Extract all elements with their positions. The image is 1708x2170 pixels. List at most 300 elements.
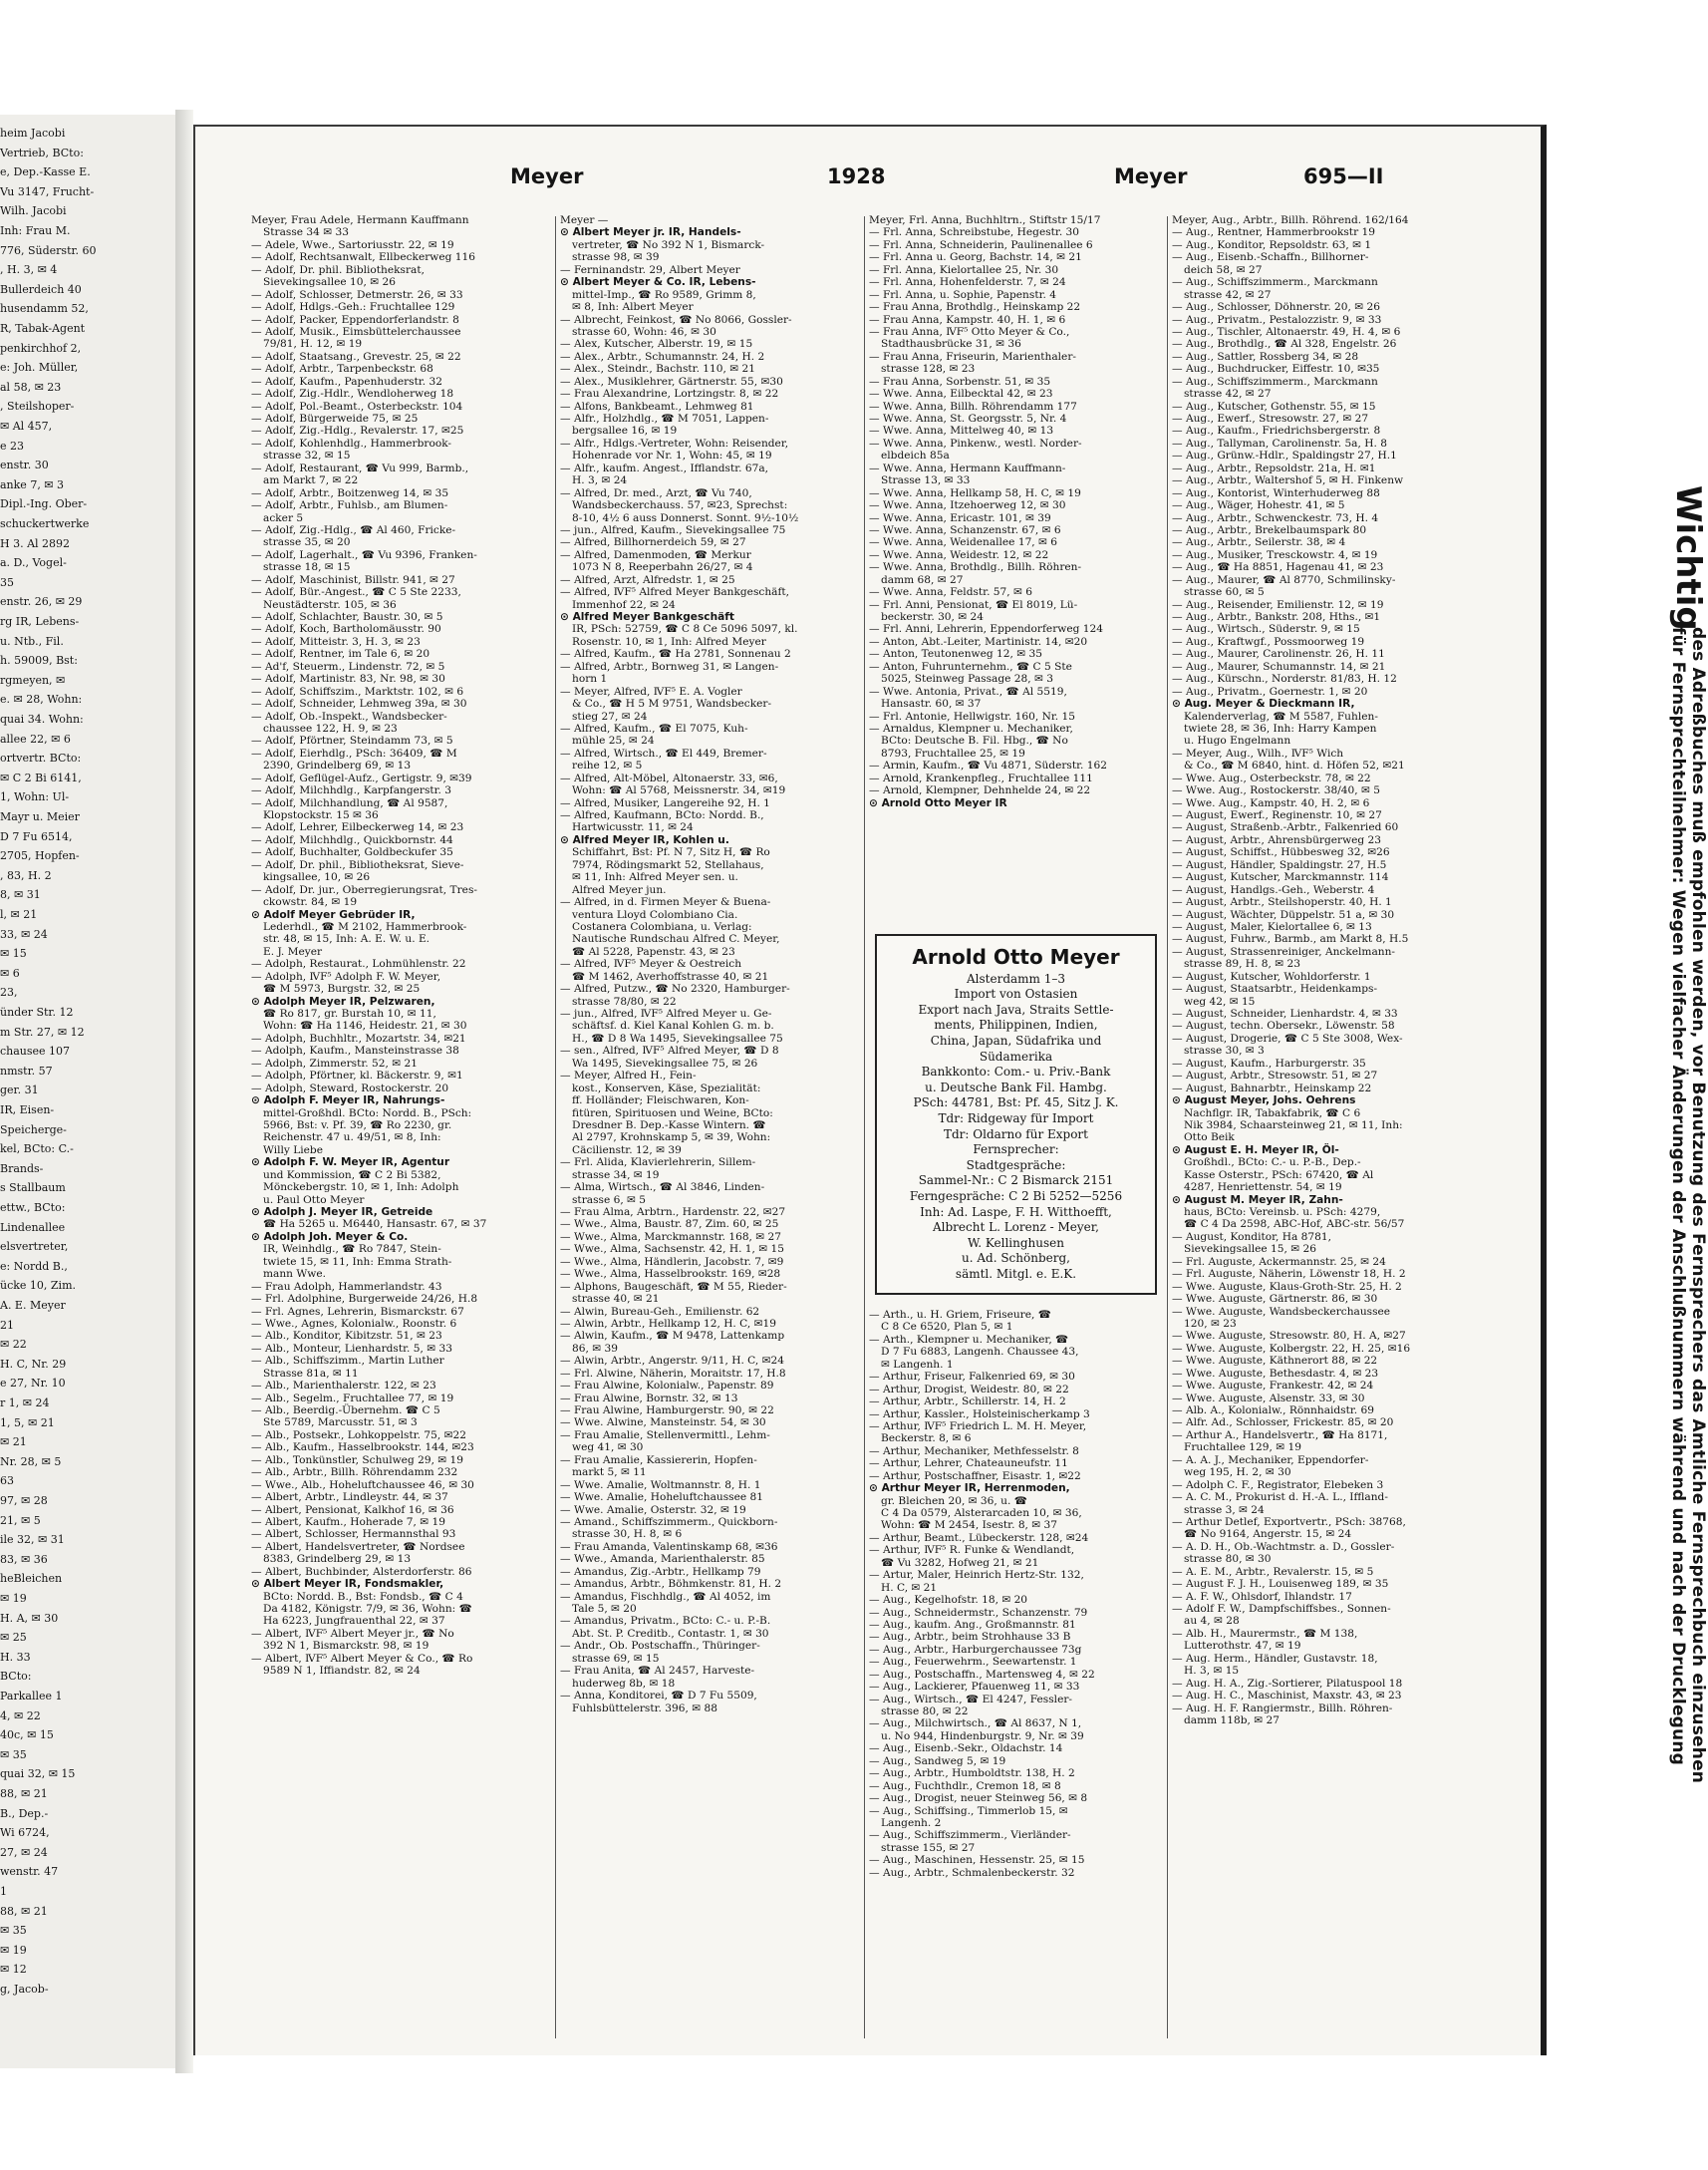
directory-entry-line: strasse 78/80, ✉ 22	[572, 995, 677, 1008]
directory-entry-line: — Wwe. Auguste, Kolbergstr. 22, H. 25, ✉16	[1172, 1342, 1411, 1355]
directory-entry-line: 4287, Henriettenstr. 54, ✉ 19	[1184, 1181, 1342, 1194]
directory-entry-line: H., ☎ D 8 Wa 1495, Sievekingsallee 75	[572, 1032, 783, 1045]
directory-entry-line: — Wwe. Anna, Mittelweg 40, ✉ 13	[869, 425, 1054, 438]
directory-entry-line: — Frau Alexandrine, Lortzingstr. 8, ✉ 22	[560, 388, 779, 401]
directory-entry-line: — Aug. H. F. Rangiermstr., Billh. Röhren-	[1172, 1702, 1393, 1714]
directory-entry-line: au 4, ✉ 28	[1184, 1615, 1240, 1628]
directory-entry-line: Alfred Meyer jun.	[572, 883, 667, 896]
directory-entry-line: Ste 5789, Marcusstr. 51, ✉ 3	[263, 1416, 418, 1429]
directory-entry-line: — Aug., Kaufm., Friedrichsbergerstr. 8	[1172, 425, 1381, 438]
directory-entry-line: Meyer, Frl. Anna, Buchhltrn., Stiftstr 15/17	[869, 214, 1101, 226]
directory-entry-line: — Alb. A., Kolonialw., Rönnhaidstr. 69	[1172, 1404, 1374, 1416]
directory-entry-line: — Frau Amalie, Stellenvermittl., Lehm-	[560, 1428, 770, 1441]
directory-entry-line: ⊙ August Meyer, Johs. Oehrens	[1172, 1094, 1356, 1107]
previous-page-line: l, ✉ 21	[0, 908, 38, 921]
directory-entry-line: — Adolf, Schneider, Lehmweg 39a, ✉ 30	[251, 698, 467, 711]
directory-entry-line: ckowstr. 84, ✉ 19	[263, 896, 358, 909]
previous-page-line: 63	[0, 1474, 14, 1488]
directory-entry-line: — Wwe. Anna, Schanzenstr. 67, ✉ 6	[869, 523, 1061, 536]
directory-entry-line: — Aug., Kontorist, Winterhuderweg 88	[1172, 486, 1380, 499]
directory-entry-line: — Alfred, in d. Firmen Meyer & Buena-	[560, 896, 771, 909]
directory-entry-line: — Adolf, Geflügel-Aufz., Gertigstr. 9, ✉39	[251, 772, 472, 784]
advertisement-line: Tdr: Oldarno für Export	[943, 1126, 1088, 1141]
directory-entry-line: — Adolf, Dr. phil. Bibliotheksrat,	[251, 263, 425, 276]
directory-entry-line: — A. E. M., Arbtr., Revalerstr. 15, ✉ 5	[1172, 1565, 1374, 1578]
directory-entry-line: — Alwin, Arbtr., Angerstr. 9/11, H. C, ✉24	[560, 1355, 785, 1368]
directory-entry-line: — Aug., Reisender, Emilienstr. 12, ✉ 19	[1172, 598, 1384, 611]
advertisement-line: Stadtgespräche:	[966, 1157, 1066, 1172]
directory-entry-line: Nik 3984, Schaarsteinweg 21, ✉ 11, Inh:	[1184, 1118, 1403, 1131]
directory-entry-line: — Wwe. Anna, Hellkamp 58, H. C, ✉ 19	[869, 486, 1081, 499]
directory-entry-line: — Arthur, Postschaffner, Eisastr. 1, ✉22	[869, 1469, 1081, 1482]
directory-entry-line: strasse 35, ✉ 20	[263, 536, 351, 549]
directory-entry-line: Meyer —	[560, 214, 609, 226]
directory-entry-line: — Alwin, Bureau-Geh., Emilienstr. 62	[560, 1305, 760, 1318]
directory-entry-line: — Adolf, Arbtr., Fuhlsb., am Blumen-	[251, 499, 448, 512]
directory-entry-line: — Aug., Lackierer, Pfauenweg 11, ✉ 33	[869, 1681, 1080, 1694]
directory-entry-line: ☎ Ha 5265 u. M6440, Hansastr. 67, ✉ 37	[263, 1218, 487, 1231]
previous-page-line: u. Ntb., Fil.	[0, 634, 64, 648]
directory-entry-line: ⊙ Adolph F. W. Meyer IR, Agentur	[251, 1156, 450, 1169]
directory-entry-line: strasse 42, ✉ 27	[1184, 288, 1272, 301]
directory-entry-line: IR, Weinhdlg., ☎ Ro 7847, Stein-	[263, 1243, 441, 1256]
previous-page-line: e: Nordd B.,	[0, 1259, 68, 1273]
directory-entry-line: — August, Staatsarbtr., Heidenkamps-	[1172, 983, 1378, 996]
directory-entry-line: — Aug., Rentner, Hammerbrookstr 19	[1172, 226, 1375, 239]
directory-entry-line: — Frl. Anna, Kielortallee 25, Nr. 30	[869, 263, 1059, 276]
directory-entry-line: Hansastr. 60, ✉ 37	[881, 698, 982, 711]
directory-entry-line: Fuhlsbüttelerstr. 396, ✉ 88	[572, 1702, 717, 1714]
directory-entry-line: — Frau Alwine, Bornstr. 32, ✉ 13	[560, 1392, 738, 1404]
previous-page-line: , Steilshoper-	[0, 400, 75, 414]
directory-entry-line: — Aug., Eisenb.-Schaffn., Billhorner-	[1172, 251, 1369, 264]
directory-entry-line: ⊙ Adolph Joh. Meyer & Co.	[251, 1230, 409, 1243]
directory-entry-line: — Alfred, ⅣF⁵ Alfred Meyer Bankgeschäft,	[560, 586, 790, 599]
column-rule	[1167, 216, 1168, 2038]
directory-entry-line: huderweg 8b, ✉ 18	[572, 1677, 676, 1690]
directory-entry-line: Wohn: ☎ Ha 1146, Heidestr. 21, ✉ 30	[263, 1020, 467, 1033]
directory-entry-line: — jun., Alfred, ⅣF⁵ Alfred Meyer u. Ge-	[560, 1008, 772, 1020]
directory-entry-line: — Wwe. Anna, Pinkenw., westl. Norder-	[869, 437, 1082, 450]
previous-page-line: Bullerdeich 40	[0, 282, 82, 296]
directory-entry-line: — Adolf, Musik., Eimsbüttelerchaussee	[251, 325, 461, 338]
directory-entry-line: — Alwin, Arbtr., Hellkamp 12, H. C, ✉19	[560, 1317, 776, 1330]
directory-entry-line: — August, Konditor, Ha 8781,	[1172, 1230, 1331, 1243]
directory-entry-line: ✉ 8, Inh: Albert Meyer	[572, 301, 694, 314]
directory-entry-line: acker 5	[263, 511, 304, 524]
directory-entry-line: — Arthur, Kassler., Holsteinischerkamp 3	[869, 1407, 1090, 1420]
directory-entry-line: — Frau Anna, Brothdlg., Heinskamp 22	[869, 301, 1081, 314]
directory-entry-line: damm 68, ✉ 27	[881, 573, 964, 586]
directory-entry-line: 79/81, H. 12, ✉ 19	[263, 338, 363, 351]
directory-entry-line: — Alfred, Billhornerdeich 59, ✉ 27	[560, 536, 746, 549]
directory-entry-line: — Alex., Musiklehrer, Gärtnerstr. 55, ✉30	[560, 375, 783, 388]
directory-entry-line: Hohenrade vor Nr. 1, Wohn: 45, ✉ 19	[572, 450, 772, 463]
directory-entry-line: — Aug., Schiffszimmerm., Marckmann	[1172, 375, 1378, 388]
directory-entry-line: gr. Bleichen 20, ✉ 36, u. ☎	[881, 1494, 1027, 1507]
previous-page-line: , H. 3, ✉ 4	[0, 263, 58, 277]
directory-entry-line: — Alex., Steindr., Bachstr. 110, ✉ 21	[560, 363, 755, 376]
previous-page-line: ✉ 19	[0, 1943, 27, 1957]
directory-entry-line: str. 48, ✉ 15, Inh: A. E. W. u. E.	[263, 933, 430, 946]
directory-entry-line: — Albrecht, Feinkost, ☎ No 8066, Gossler-	[560, 313, 792, 326]
directory-entry-line: — August, Maler, Kielortallee 6, ✉ 13	[1172, 920, 1372, 933]
directory-entry-line: — Arnaldus, Klempner u. Mechaniker,	[869, 722, 1073, 735]
directory-entry-line: — Albert, Kaufm., Hoherade 7, ✉ 19	[251, 1515, 445, 1528]
directory-entry-line: — Anton, Abt.-Leiter, Martinistr. 14, ✉20	[869, 635, 1088, 648]
directory-entry-line: — August, Wächter, Düppelstr. 51 a, ✉ 30	[1172, 908, 1395, 921]
directory-entry-line: vertreter, ☎ No 392 N 1, Bismarck-	[572, 238, 765, 251]
directory-entry-line: — Arthur, Drogist, Weidestr. 80, ✉ 22	[869, 1383, 1069, 1395]
directory-entry-line: BCto: Nordd. B., Bst: Fondsb., ☎ C 4	[263, 1590, 463, 1603]
previous-page-line: 8, ✉ 31	[0, 888, 41, 902]
directory-entry-line: — Alb., Postsekr., Lohkoppelstr. 75, ✉22	[251, 1428, 466, 1441]
directory-entry-line: — August, Kaufm., Harburgerstr. 35	[1172, 1057, 1366, 1070]
directory-entry-line: — Frl. Auguste, Ackermannstr. 25, ✉ 24	[1172, 1255, 1386, 1268]
directory-entry-line: Reichenstr. 47 u. 49/51, ✉ 8, Inh:	[263, 1131, 441, 1144]
directory-entry-line: ☎ Vu 3282, Hofweg 21, ✉ 21	[881, 1556, 1039, 1569]
directory-entry-line: ⊙ Albert Meyer jr. IR, Handels-	[560, 226, 741, 239]
directory-entry-line: — Adolf, Milchhdlg., Karpfangerstr. 3	[251, 784, 452, 797]
previous-page-line: enstr. 26, ✉ 29	[0, 595, 83, 609]
directory-entry-line: — Adolf, Pförtner, Steindamm 73, ✉ 5	[251, 735, 453, 748]
directory-entry-line: am Markt 7, ✉ 22	[263, 474, 359, 487]
directory-entry-line: — Wwe. Anna, Eilbecktal 42, ✉ 23	[869, 388, 1053, 401]
directory-entry-line: — Aug., Brothdlg., ☎ Al 328, Engelstr. 26	[1172, 338, 1397, 351]
advertisement-line: PSch: 44781, Bst: Pf. 45, Sitz J. K.	[913, 1095, 1119, 1110]
directory-entry-line: Kasse Osterstr., PSch: 67420, ☎ Al	[1184, 1168, 1374, 1181]
directory-entry-line: 7974, Rödingsmarkt 52, Stellahaus,	[572, 858, 764, 871]
column-4	[869, 1309, 1166, 2036]
directory-entry-line: — sen., Alfred, ⅣF⁵ Alfred Meyer, ☎ D 8	[560, 1045, 779, 1058]
directory-entry-line: — Aug., Privatm., Goernestr. 1, ✉ 20	[1172, 685, 1368, 698]
directory-entry-line: — Adolf, Lehrer, Eilbeckerweg 14, ✉ 23	[251, 821, 464, 834]
directory-entry-line: — Frl. Alwine, Näherin, Moraitstr. 17, H.8	[560, 1367, 786, 1380]
directory-entry-line: 8-10, 4½ 6 auss Donnerst. Sonnt. 9½-10½	[572, 511, 799, 524]
directory-entry-line: — Wwe. Anna, St. Georgsstr. 5, Nr. 4	[869, 413, 1067, 425]
directory-page	[193, 125, 1708, 2055]
directory-entry-line: — Adolf, Koch, Bartholomäusstr. 90	[251, 623, 441, 636]
directory-entry-line: — Wwe. Antonia, Privat., ☎ Al 5519,	[869, 685, 1067, 698]
previous-page-line: ✉ Al 457,	[0, 420, 53, 433]
directory-entry-line: mittel-Imp., ☎ Ro 9589, Grimm 8,	[572, 288, 756, 301]
directory-entry-line: — August, Strassenreiniger, Anckelmann-	[1172, 945, 1396, 958]
directory-entry-line: ff. Holländer; Fleischwaren, Kon-	[572, 1094, 749, 1107]
directory-entry-line: — Alb., Marienthalerstr. 122, ✉ 23	[251, 1380, 436, 1393]
directory-entry-line: mittel-Großhdl. BCto: Nordd. B., PSch:	[263, 1106, 472, 1119]
directory-entry-line: — Wwe. Auguste, Alsenstr. 33, ✉ 30	[1172, 1392, 1365, 1404]
advertisement-box	[875, 934, 1157, 1295]
directory-entry-line: Großhdl., BCto: C.- u. P.-B., Dep.-	[1184, 1156, 1361, 1169]
previous-page-line: penkirchhof 2,	[0, 341, 82, 355]
directory-entry-line: — Adolf, Kohlenhdlg., Hammerbrook-	[251, 437, 452, 450]
directory-entry-line: ☎ Al 5228, Papenstr. 43, ✉ 23	[572, 945, 735, 958]
advertisement-line: Tdr: Ridgeway für Import	[938, 1110, 1094, 1125]
directory-entry-line: — August, Ewerf., Reginenstr. 10, ✉ 27	[1172, 809, 1382, 821]
directory-entry-line: — August, Bahnarbtr., Heinskamp 22	[1172, 1082, 1372, 1094]
directory-entry-line: Hartwicusstr. 11, ✉ 24	[572, 821, 694, 834]
directory-entry-line: beckerstr. 30, ✉ 24	[881, 611, 985, 623]
directory-entry-line: — August, Drogerie, ☎ C 5 Ste 3008, Wex-	[1172, 1032, 1403, 1045]
directory-entry-line: — Aug., Grünw.-Hdlr., Spaldingstr 27, H.1	[1172, 450, 1397, 463]
directory-entry-line: ☎ M 5973, Burgstr. 32, ✉ 25	[263, 983, 421, 996]
directory-entry-line: — Aug., ☎ Ha 8851, Hagenau 41, ✉ 23	[1172, 561, 1384, 574]
directory-entry-line: — Wwe., Alma, Hasselbrookstr. 169, ✉28	[560, 1268, 781, 1281]
directory-entry-line: strasse 30, H. 8, ✉ 6	[572, 1528, 683, 1541]
directory-entry-line: — Aug., Arbtr., Brekelbaumspark 80	[1172, 523, 1367, 536]
advertisement-line: ments, Philippinen, Indien,	[934, 1018, 1098, 1033]
directory-entry-line: — Anton, Fuhrunternehm., ☎ C 5 Ste	[869, 660, 1072, 673]
directory-entry-line: — Arnold, Krankenpfleg., Fruchtallee 111	[869, 772, 1093, 784]
directory-entry-line: strasse 80, ✉ 30	[1184, 1553, 1272, 1566]
advertisement-title: Arnold Otto Meyer	[912, 945, 1120, 969]
directory-entry-line: — Aug., Arbtr., beim Strohhause 33 B	[869, 1631, 1071, 1644]
directory-entry-line: ☎ C 4 Da 2598, ABC-Hof, ABC-str. 56/57	[1184, 1218, 1405, 1231]
directory-entry-line: — Alex., Arbtr., Schumannstr. 24, H. 2	[560, 350, 765, 363]
directory-entry-line: — Amand., Schiffszimmerm., Quickborn-	[560, 1515, 778, 1528]
directory-entry-line: ☎ No 9164, Angerstr. 15, ✉ 24	[1184, 1528, 1352, 1541]
directory-entry-line: — Frl. Anni, Pensionat, ☎ El 8019, Lü-	[869, 598, 1078, 611]
directory-entry-line: — Adolf, Restaurant, ☎ Vu 999, Barmb.,	[251, 462, 469, 474]
previous-page-line: 21	[0, 1318, 14, 1332]
directory-entry-line: stieg 27, ✉ 24	[572, 710, 648, 723]
directory-entry-line: — Alb., Beerdig.-Übernehm. ☎ C 5	[251, 1404, 440, 1416]
directory-entry-line: — Alfred, Kaufm., ☎ El 7075, Kuh-	[560, 722, 748, 735]
directory-entry-line: — Frau Adolph, Hammerlandstr. 43	[251, 1280, 442, 1293]
directory-entry-line: — Aug., Milchwirtsch., ☎ Al 8637, N 1,	[869, 1717, 1082, 1730]
directory-entry-line: — Aug., Arbtr., Schmalenbeckerstr. 32	[869, 1866, 1075, 1879]
directory-entry-line: strasse 98, ✉ 39	[572, 251, 660, 264]
directory-entry-line: — Adolph, Pförtner, kl. Bäckerstr. 9, ✉1	[251, 1070, 463, 1083]
directory-entry-line: — Arthur A., Handelsvertr., ☎ Ha 8171,	[1172, 1428, 1388, 1441]
directory-entry-line: 8383, Grindelberg 29, ✉ 13	[263, 1553, 412, 1566]
directory-entry-line: ⊙ Albert Meyer IR, Fondsmakler,	[251, 1578, 444, 1591]
directory-entry-line: — Amandus, Privatm., BCto: C.- u. P.-B.	[560, 1615, 771, 1628]
directory-entry-line: — Wwe. Auguste, Stresowstr. 80, H. A, ✉27	[1172, 1330, 1406, 1343]
directory-entry-line: — Arthur, Beamt., Lübeckerstr. 128, ✉24	[869, 1531, 1089, 1544]
directory-entry-line: — Wwe. Aug., Rostockerstr. 38/40, ✉ 5	[1172, 784, 1380, 797]
directory-entry-line: 5966, Bst: v. Pf. 39, ☎ Ro 2230, gr.	[263, 1118, 452, 1131]
previous-page-line: 35	[0, 575, 14, 589]
directory-entry-line: — Adolf, Buchhalter, Goldbeckufer 35	[251, 846, 453, 859]
directory-entry-line: — August, Handlgs.-Geh., Weberstr. 4	[1172, 883, 1375, 896]
directory-entry-line: Meyer, Frau Adele, Hermann Kauffmann	[251, 214, 469, 226]
directory-entry-line: markt 5, ✉ 11	[572, 1466, 647, 1479]
directory-entry-line: 2390, Grindelberg 69, ✉ 13	[263, 760, 412, 773]
directory-entry-line: — Alfons, Bankbeamt., Lehmweg 81	[560, 400, 754, 413]
directory-entry-line: ✉ 11, Inh: Alfred Meyer sen. u.	[572, 871, 738, 884]
directory-entry-line: — Adolf, Arbtr., Boitzenweg 14, ✉ 35	[251, 486, 449, 499]
directory-entry-line: — Aug., Kutscher, Gothenstr. 55, ✉ 15	[1172, 400, 1376, 413]
directory-entry-line: strasse 128, ✉ 23	[881, 363, 976, 376]
directory-entry-line: — A. C. M., Prokurist d. H.-A. L., Iffland-	[1172, 1491, 1388, 1504]
previous-page-line: nmstr. 57	[0, 1064, 53, 1078]
directory-entry-line: — Frau Alma, Arbtrn., Hardenstr. 22, ✉27	[560, 1206, 786, 1218]
previous-page-line: husendamm 52,	[0, 302, 89, 316]
directory-entry-line: — Adolf, Staatsang., Grevestr. 25, ✉ 22	[251, 350, 461, 363]
directory-entry-line: — Alb. H., Maurermstr., ☎ M 138,	[1172, 1627, 1358, 1640]
directory-entry-line: 1073 N 8, Reeperbahn 26/27, ✉ 4	[572, 561, 753, 574]
directory-entry-line: — Arnold, Klempner, Dehnhelde 24, ✉ 22	[869, 784, 1091, 797]
directory-entry-line: — Frau Amanda, Valentinskamp 68, ✉36	[560, 1540, 778, 1553]
directory-entry-line: — Aug., Arbtr., Repsoldstr. 21a, H. ✉1	[1172, 462, 1376, 474]
directory-entry-line: Otto Beik	[1184, 1131, 1235, 1144]
directory-entry-line: mann Wwe.	[263, 1268, 326, 1281]
directory-entry-line: — Albert, Handelsvertreter, ☎ Nordsee	[251, 1540, 465, 1553]
directory-entry-line: Kalenderverlag, ☎ M 5587, Fuhlen-	[1184, 710, 1378, 723]
directory-entry-line: Immenhof 22, ✉ 24	[572, 598, 676, 611]
directory-entry-line: — Adolf, Pol.-Beamt., Osterbeckstr. 104	[251, 400, 463, 413]
directory-entry-line: — Albert, ⅣF⁵ Albert Meyer jr., ☎ No	[251, 1627, 454, 1640]
previous-page-line: A. E. Meyer	[0, 1299, 66, 1312]
directory-entry-line: Sievekingsallee 15, ✉ 26	[1184, 1243, 1316, 1256]
directory-entry-line: — Adolf, Milchhandlung, ☎ Al 9587,	[251, 796, 448, 809]
previous-page-line: schuckertwerke	[0, 517, 90, 530]
directory-entry-line: — Anton, Teutonenweg 12, ✉ 35	[869, 648, 1042, 661]
previous-page-line: heim Jacobi	[0, 127, 66, 140]
directory-entry-line: — Adolf, Kaufm., Papenhuderstr. 32	[251, 375, 442, 388]
directory-entry-line: BCto: Deutsche B. Fil. Hbg., ☎ No	[881, 735, 1068, 748]
directory-entry-line: haus, BCto: Vereinsb. u. PSch: 4279,	[1184, 1206, 1381, 1218]
directory-entry-line: — Aug., Arbtr., Humboldtstr. 138, H. 2	[869, 1767, 1075, 1780]
previous-page-line: Inh: Frau M.	[0, 224, 71, 237]
directory-entry-line: Langenh. 2	[881, 1816, 942, 1829]
directory-entry-line: — Alfred, Arbtr., Bornweg 31, ✉ Langen-	[560, 660, 779, 673]
directory-entry-line: — Alfred, Kaufm., ☎ Ha 2781, Sonnenau 2	[560, 648, 791, 661]
previous-page-line: ✉ 19	[0, 1592, 27, 1605]
directory-entry-line: H. C, ✉ 21	[881, 1581, 938, 1594]
previous-page-line: m Str. 27, ✉ 12	[0, 1025, 85, 1039]
directory-entry-line: — Aug., Arbtr., Harburgerchaussee 73g	[869, 1643, 1082, 1656]
previous-page-line: Dipl.-Ing. Ober-	[0, 497, 88, 511]
directory-entry-line: — August, Arbtr., Steilshoperstr. 40, H. 1	[1172, 896, 1392, 909]
directory-entry-line: — Adolf, Milchhdlg., Quickbornstr. 44	[251, 833, 453, 846]
previous-page-line: 33, ✉ 24	[0, 927, 48, 941]
directory-entry-line: E. J. Meyer	[263, 945, 323, 958]
directory-entry-line: — Adolf, Schiffszim., Marktstr. 102, ✉ 6	[251, 685, 464, 698]
directory-entry-line: ⊙ Adolph J. Meyer IR, Getreide	[251, 1206, 433, 1218]
directory-entry-line: ⊙ Arthur Meyer IR, Herrenmoden,	[869, 1482, 1070, 1495]
directory-entry-line: — Adolph, Steward, Rostockerstr. 20	[251, 1082, 449, 1094]
previous-page-line: ünder Str. 12	[0, 1006, 74, 1019]
directory-entry-line: — Wwe. Alwine, Mansteinstr. 54, ✉ 30	[560, 1416, 766, 1429]
previous-page-line: D 7 Fu 6514,	[0, 829, 73, 843]
running-head-right: Meyer	[1114, 164, 1188, 188]
previous-page-line: 88, ✉ 21	[0, 1904, 48, 1918]
directory-entry-line: — Meyer, Alfred, ⅣF⁵ E. A. Vogler	[560, 685, 742, 698]
previous-page-line: al 58, ✉ 23	[0, 380, 62, 394]
directory-entry-line: — August, Kutscher, Wohldorferstr. 1	[1172, 970, 1371, 983]
directory-entry-line: — Amandus, Fischhdlg., ☎ Al 4052, im	[560, 1590, 771, 1603]
directory-entry-line: — Aug., Postschaffn., Martensweg 4, ✉ 22	[869, 1668, 1095, 1681]
advertisement-line: Fernsprecher:	[973, 1142, 1059, 1157]
directory-entry-line: 120, ✉ 23	[1184, 1317, 1237, 1330]
directory-entry-line: Willy Liebe	[263, 1143, 323, 1156]
directory-entry-line: — Anna, Konditorei, ☎ D 7 Fu 5509,	[560, 1690, 757, 1703]
directory-entry-line: — Wwe., Alma, Baustr. 87, Zim. 60, ✉ 25	[560, 1218, 779, 1231]
directory-entry-line: ☎ M 1462, Averhoffstrasse 40, ✉ 21	[572, 970, 769, 983]
previous-page-line: Wilh. Jacobi	[0, 204, 67, 218]
previous-page-line: quai 32, ✉ 15	[0, 1767, 76, 1781]
directory-entry-line: — Alfred, Damenmoden, ☎ Merkur	[560, 548, 751, 561]
directory-entry-line: — Albert, ⅣF⁵ Albert Meyer & Co., ☎ Ro	[251, 1652, 473, 1665]
previous-page-line: s Stallbaum	[0, 1181, 66, 1195]
directory-entry-line: 8793, Fruchtallee 25, ✉ 19	[881, 747, 1025, 760]
directory-entry-line: — Arthur, Mechaniker, Methfesselstr. 8	[869, 1444, 1079, 1457]
directory-entry-line: horn 1	[572, 673, 608, 686]
directory-entry-line: — Adolf F. W., Dampfschiffsbes., Sonnen-	[1172, 1603, 1391, 1615]
directory-entry-line: Stadthausbrücke 31, ✉ 36	[881, 338, 1021, 351]
directory-entry-line: — Adolf, Schlosser, Detmerstr. 26, ✉ 33	[251, 288, 463, 301]
directory-entry-line: — Adolf, Zig.-Hdlr., Wendloherweg 18	[251, 388, 454, 401]
previous-page-line: ✉ 25	[0, 1631, 27, 1645]
directory-entry-line: — Alb., Konditor, Kibitzstr. 51, ✉ 23	[251, 1330, 442, 1343]
previous-page-line: 97, ✉ 28	[0, 1494, 48, 1507]
previous-page-line: ✉ 15	[0, 947, 27, 961]
directory-entry-line: — Ferninandstr. 29, Albert Meyer	[560, 263, 740, 276]
previous-page-line: Mayr u. Meier	[0, 810, 80, 823]
directory-entry-line: — Alfred, Alt-Möbel, Altonaerstr. 33, ✉6,	[560, 772, 778, 784]
directory-entry-line: — Frl. Anna, Schreibstube, Hegestr. 30	[869, 226, 1080, 239]
directory-entry-line: Al 2797, Krohnskamp 5, ✉ 39, Wohn:	[572, 1131, 771, 1144]
directory-entry-line: strasse 42, ✉ 27	[1184, 388, 1272, 401]
directory-entry-line: — Aug., Schiffsing., Timmerlob 15, ✉	[869, 1804, 1068, 1817]
directory-entry-line: — Alb., Tonkünstler, Schulweg 29, ✉ 19	[251, 1453, 464, 1466]
directory-entry-line: — Frau Alwine, Kolonialw., Papenstr. 89	[560, 1380, 774, 1393]
directory-entry-line: ⊙ Adolph Meyer IR, Pelzwaren,	[251, 995, 435, 1008]
directory-entry-line: — Adolf, Zig.-Hdlg., Revalerstr. 17, ✉25	[251, 425, 464, 438]
column-1	[251, 214, 552, 2038]
directory-entry-line: twiete 15, ✉ 11, Inh: Emma Strath-	[263, 1255, 452, 1268]
directory-entry-line: — Wwe. Aug., Kampstr. 40, H. 2, ✉ 6	[1172, 796, 1370, 809]
directory-entry-line: — Aug., Fuchthdlr., Cremon 18, ✉ 8	[869, 1779, 1061, 1792]
previous-page-line: Vertrieb, BCto:	[0, 146, 84, 159]
directory-entry-line: chaussee 122, H. 9, ✉ 23	[263, 722, 398, 735]
advertisement-line: Südamerika	[979, 1049, 1053, 1064]
directory-entry-line: — August, Straßenb.-Arbtr., Falkenried 60	[1172, 821, 1399, 834]
directory-entry-line: — Alb., Schiffszimm., Martin Luther	[251, 1355, 444, 1368]
directory-entry-line: — Alfr., kaufm. Angest., Ifflandstr. 67a,	[560, 462, 769, 474]
directory-entry-line: strasse 30, ✉ 3	[1184, 1045, 1265, 1058]
directory-entry-line: strasse 155, ✉ 27	[881, 1841, 976, 1854]
directory-entry-line: — Aug., Maschinen, Hessenstr. 25, ✉ 15	[869, 1854, 1085, 1867]
directory-entry-line: deich 58, ✉ 27	[1184, 263, 1263, 276]
directory-entry-line: — Alfred, Kaufmann, BCto: Nordd. B.,	[560, 809, 764, 821]
directory-entry-line: & Co., ☎ H 5 M 9751, Wandsbecker-	[572, 698, 772, 711]
directory-entry-line: Wandsbeckerchauss. 57, ✉23, Sprechst:	[572, 499, 788, 512]
column-rule	[864, 216, 865, 2038]
directory-entry-line: — A. D. H., Ob.-Wachtmstr. a. D., Gossler-	[1172, 1540, 1395, 1553]
previous-page-line: BCto:	[0, 1670, 32, 1684]
directory-entry-line: weg 41, ✉ 30	[572, 1441, 644, 1454]
directory-entry-line: — Alb., Arbtr., Billh. Röhrendamm 232	[251, 1466, 458, 1479]
previous-page-line: 776, Süderstr. 60	[0, 243, 97, 257]
directory-entry-line: — Adolf, Packer, Eppendorferlandstr. 8	[251, 313, 459, 326]
directory-entry-line: Tale 5, ✉ 20	[572, 1603, 637, 1615]
directory-entry-line: Neustädterstr. 105, ✉ 36	[263, 598, 397, 611]
previous-page-line: Wi 6724,	[0, 1826, 50, 1840]
previous-page-line: 1	[0, 1885, 7, 1898]
previous-page-line: 1, Wohn: Ul-	[0, 790, 70, 804]
directory-entry-line: weg 42, ✉ 15	[1184, 995, 1256, 1008]
directory-entry-line: Abt. St. P. Creditb., Contastr. 1, ✉ 30	[572, 1627, 769, 1640]
directory-entry-line: — Adolf, Mitteistr. 3, H. 3, ✉ 23	[251, 635, 421, 648]
directory-entry-line: — Alfred, Dr. med., Arzt, ☎ Vu 740,	[560, 486, 752, 499]
previous-page-line: 88, ✉ 21	[0, 1787, 48, 1800]
directory-entry-line: — Alfred, Musiker, Langereihe 92, H. 1	[560, 796, 770, 809]
directory-entry-line: ✉ Langenh. 1	[881, 1358, 954, 1371]
directory-entry-line: Strasse 81a, ✉ 11	[263, 1367, 359, 1380]
